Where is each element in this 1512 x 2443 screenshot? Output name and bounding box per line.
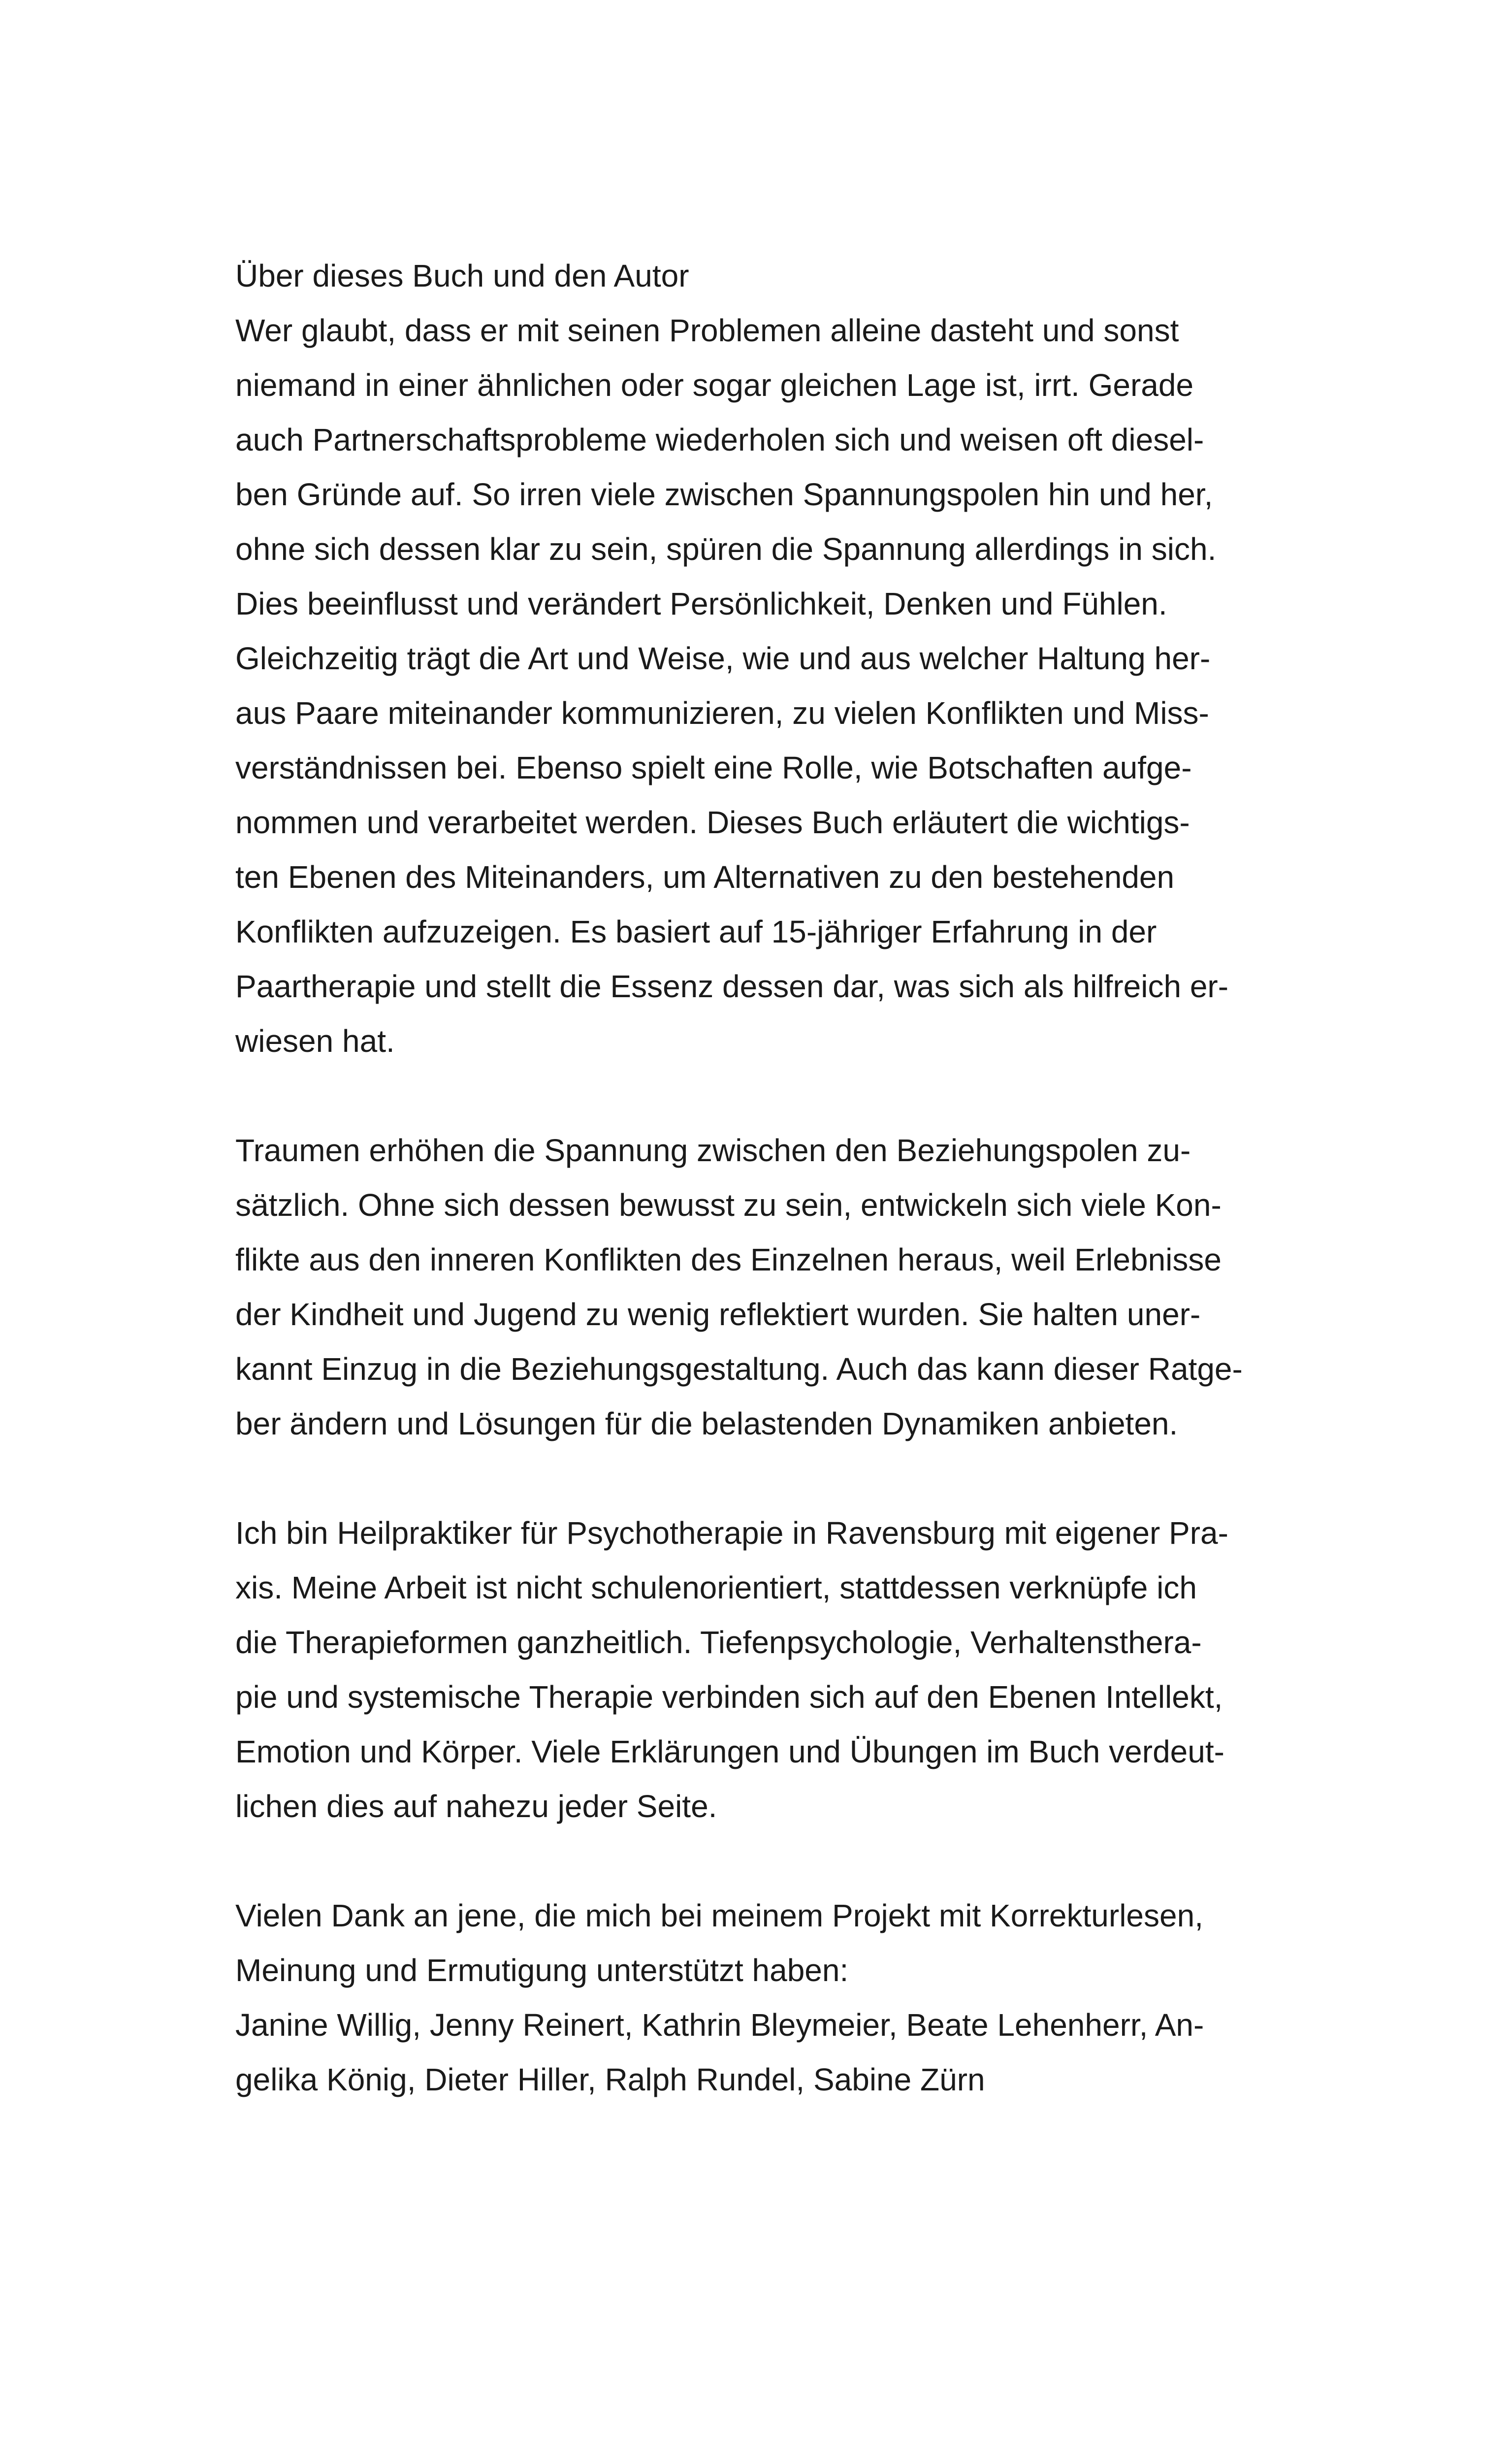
text-line: ohne sich dessen klar zu sein, spüren die Spannung allerdings in sich.	[235, 531, 1217, 567]
text-line: Dies beeinflusst und verändert Persönlichkeit, Denken und Fühlen.	[235, 586, 1167, 621]
text-line: ber ändern und Lösungen für die belastenden Dynamiken anbieten.	[235, 1406, 1178, 1441]
text-line: Gleichzeitig trägt die Art und Weise, wie und aus welcher Haltung her-	[235, 641, 1211, 676]
text-line: gelika König, Dieter Hiller, Ralph Rundel, Sabine Zürn	[235, 2062, 985, 2097]
text-line: Emotion und Körper. Viele Erklärungen und Übungen im Buch verdeut-	[235, 1734, 1224, 1769]
text-line: auch Partnerschaftsprobleme wiederholen sich und weisen oft diesel-	[235, 422, 1204, 457]
text-line: verständnissen bei. Ebenso spielt eine Rolle, wie Botschaften aufge-	[235, 750, 1192, 785]
text-block	[235, 249, 1295, 2107]
text-line: kannt Einzug in die Beziehungsgestaltung. Auch das kann dieser Ratge-	[235, 1351, 1243, 1387]
paragraph-acknowledgements	[235, 1889, 1295, 2107]
paragraph-traumas	[235, 1123, 1295, 1451]
text-line: pie und systemische Therapie verbinden sich auf den Ebenen Intellekt,	[235, 1679, 1223, 1715]
text-line: flikte aus den inneren Konflikten des Einzelnen heraus, weil Erlebnisse	[235, 1242, 1222, 1277]
text-line: niemand in einer ähnlichen oder sogar gleichen Lage ist, irrt. Gerade	[235, 367, 1194, 403]
text-line: Traumen erhöhen die Spannung zwischen den Beziehungspolen zu-	[235, 1133, 1191, 1168]
text-line: ten Ebenen des Miteinanders, um Alternativen zu den bestehenden	[235, 859, 1175, 895]
text-line: lichen dies auf nahezu jeder Seite.	[235, 1789, 717, 1824]
text-line: Vielen Dank an jene, die mich bei meinem Projekt mit Korrekturlesen,	[235, 1898, 1203, 1933]
text-line: ben Gründe auf. So irren viele zwischen Spannungspolen hin und her,	[235, 477, 1213, 512]
text-line: Konflikten aufzuzeigen. Es basiert auf 15-jähriger Erfahrung in der	[235, 914, 1157, 949]
text-line: xis. Meine Arbeit ist nicht schulenorientiert, stattdessen verknüpfe ich	[235, 1570, 1197, 1605]
text-line: Meinung und Ermutigung unterstützt haben:	[235, 1953, 849, 1988]
text-line: Ich bin Heilpraktiker für Psychotherapie in Ravensburg mit eigener Pra-	[235, 1515, 1228, 1551]
text-line: nommen und verarbeitet werden. Dieses Buch erläutert die wichtigs-	[235, 805, 1190, 840]
text-line: wiesen hat.	[235, 1023, 395, 1059]
text-line: der Kindheit und Jugend zu wenig reflektiert wurden. Sie halten uner-	[235, 1297, 1201, 1332]
text-line: Janine Willig, Jenny Reinert, Kathrin Bleymeier, Beate Lehenherr, An-	[235, 2007, 1204, 2043]
text-line: aus Paare miteinander kommunizieren, zu vielen Konflikten und Miss-	[235, 695, 1209, 731]
section-heading: Über dieses Buch und den Autor	[235, 258, 689, 293]
text-line: Wer glaubt, dass er mit seinen Problemen alleine dasteht und sonst	[235, 313, 1179, 348]
text-line: Paartherapie und stellt die Essenz dessen dar, was sich als hilfreich er-	[235, 969, 1229, 1004]
paragraph-about-author	[235, 1506, 1295, 1834]
text-line: die Therapieformen ganzheitlich. Tiefenpsychologie, Verhaltensthera-	[235, 1625, 1202, 1660]
paragraph-about-book	[235, 249, 1295, 1069]
text-line: sätzlich. Ohne sich dessen bewusst zu sein, entwickeln sich viele Kon-	[235, 1187, 1222, 1223]
